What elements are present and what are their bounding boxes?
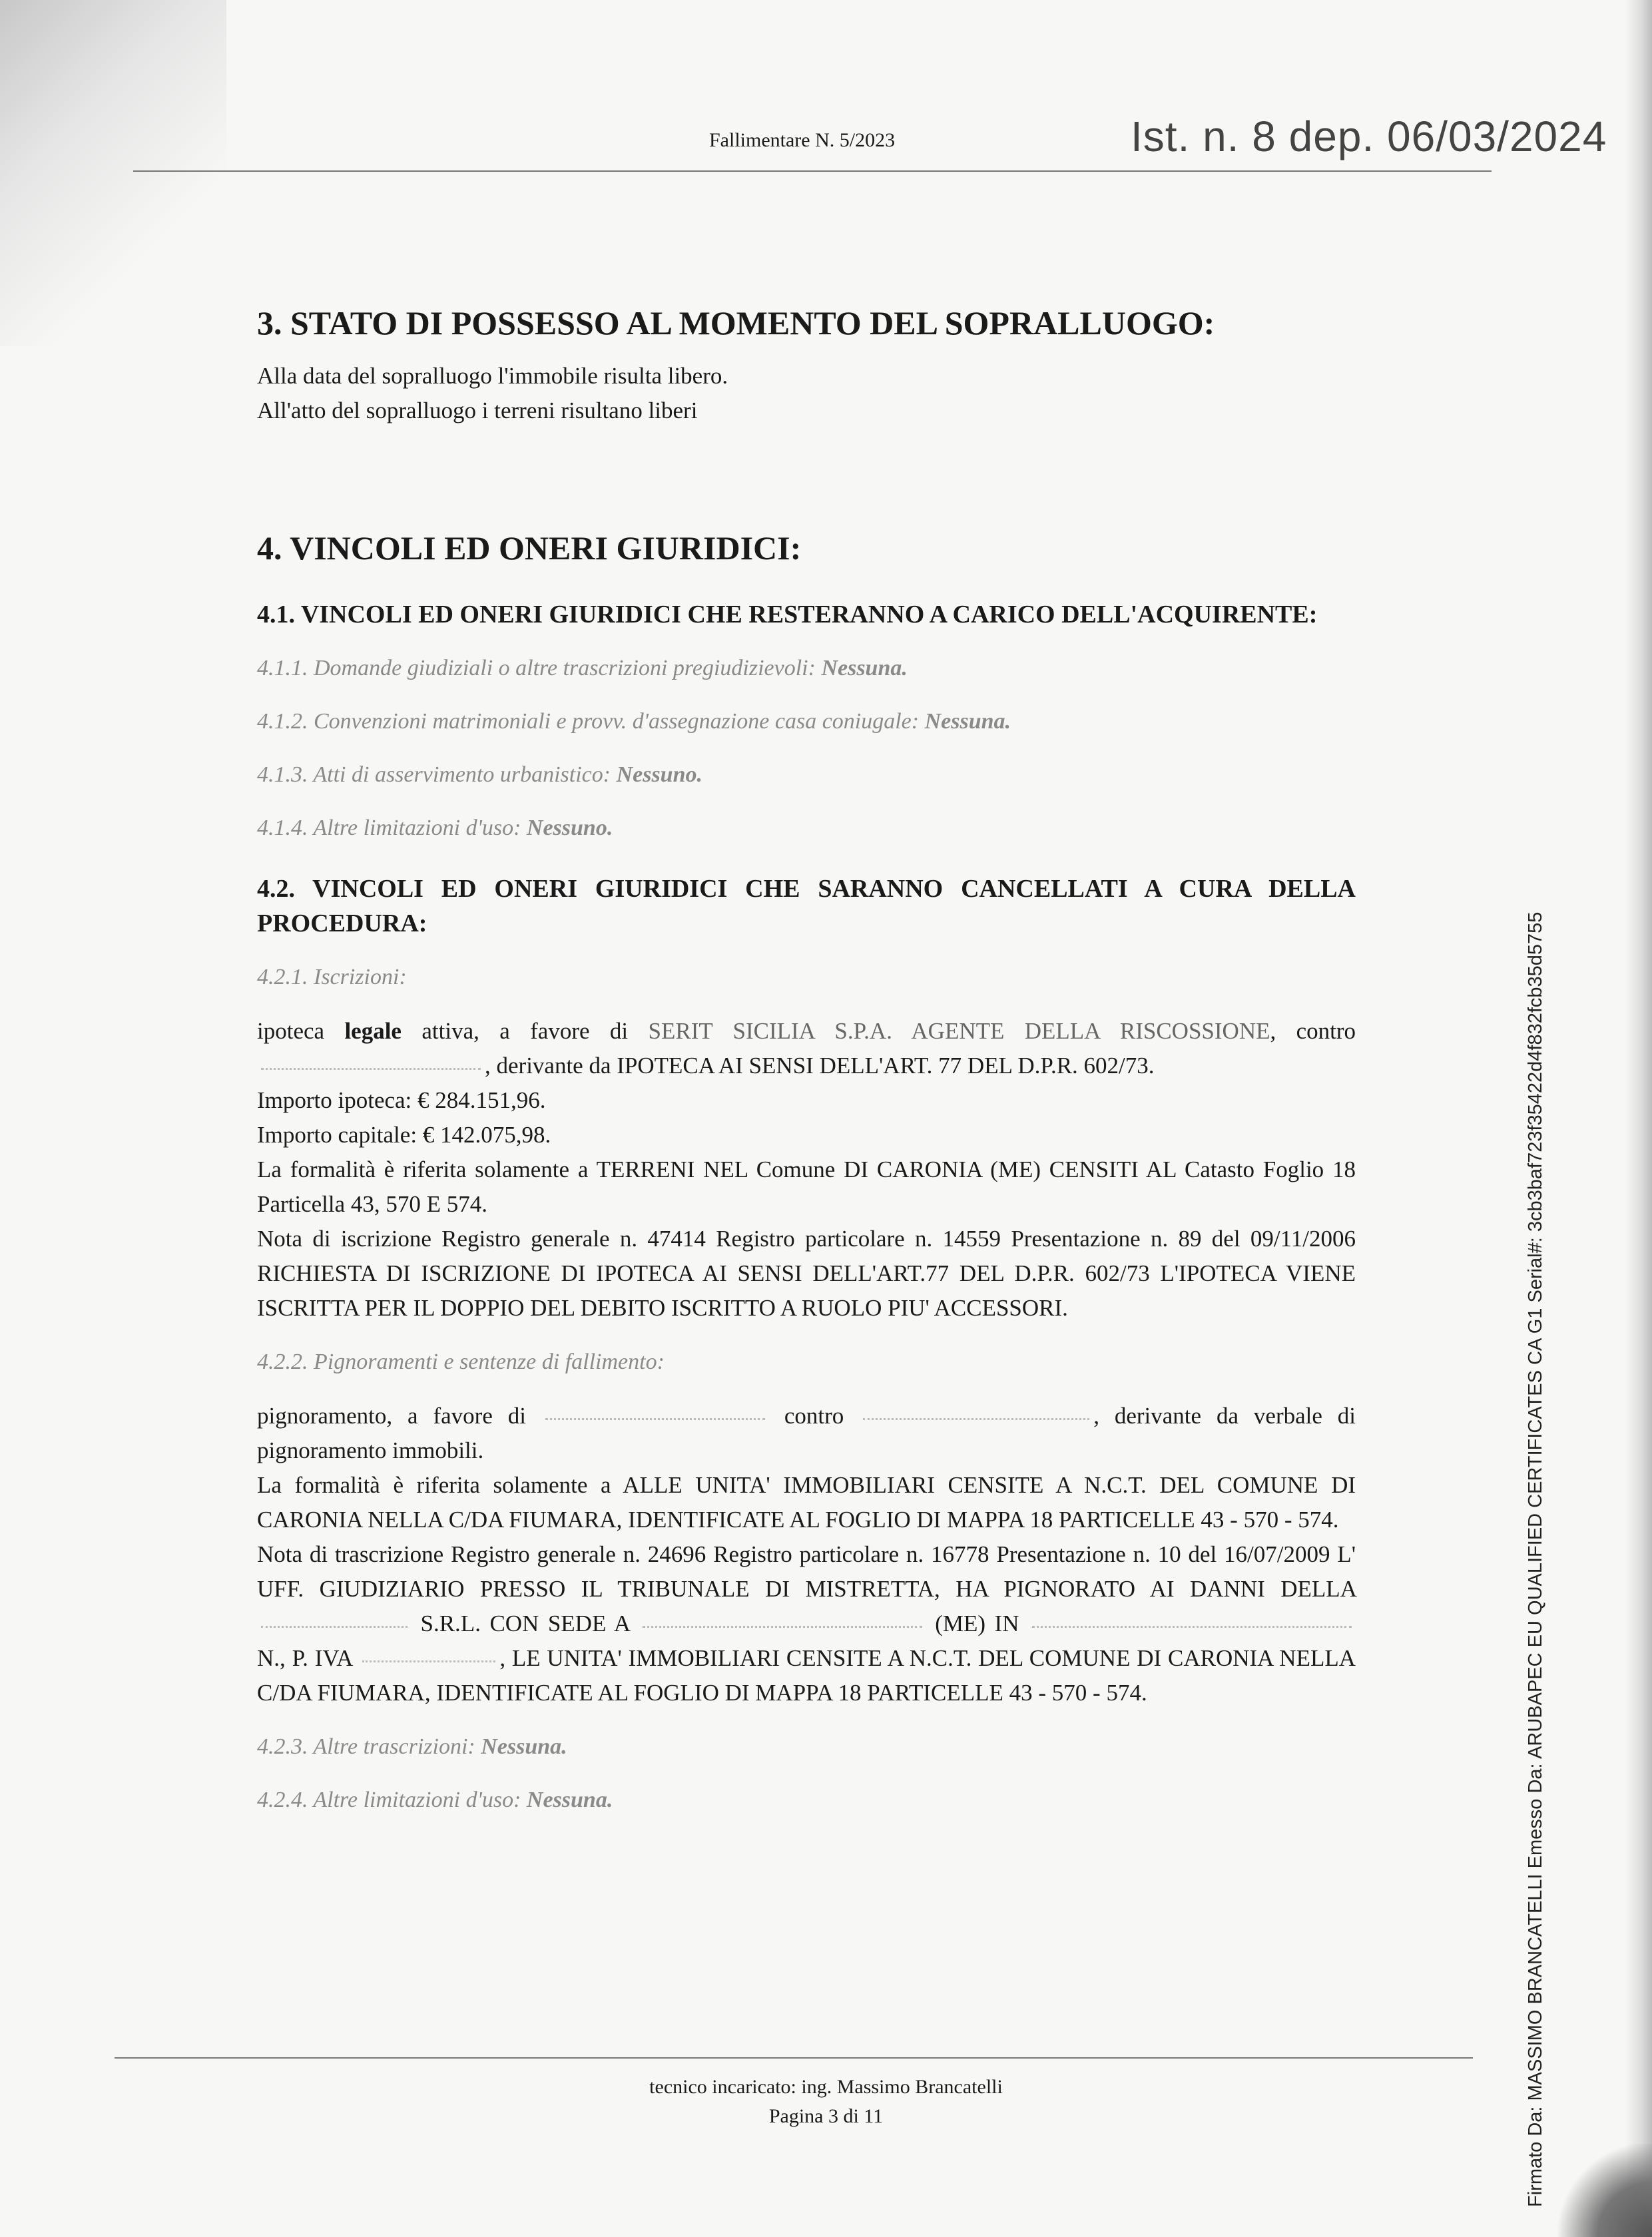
item-423: 4.2.3. Altre trascrizioni: Nessuna. xyxy=(257,1734,567,1759)
section4-title: 4. VINCOLI ED ONERI GIURIDICI: xyxy=(257,529,802,567)
deposit-stamp: Ist. n. 8 dep. 06/03/2024 xyxy=(1131,113,1607,160)
section3-title: 3. STATO DI POSSESSO AL MOMENTO DEL SOPRALLUOGO: xyxy=(257,304,1215,342)
item-411: 4.1.1. Domande giudiziali o altre trascrizioni pregiudizievoli: Nessuna. xyxy=(257,656,908,680)
redaction-mark xyxy=(261,1065,481,1070)
page-edge xyxy=(1625,0,1652,2237)
page-body xyxy=(257,303,1356,1817)
redaction-mark xyxy=(863,1415,1089,1420)
item-424: 4.2.4. Altre limitazioni d'uso: Nessuna. xyxy=(257,1788,613,1812)
scan-corner-mark xyxy=(1552,2144,1652,2237)
digital-signature-stamp: Firmato Da: MASSIMO BRANCATELLI Emesso Da: ARUBAPEC EU QUALIFIED CERTIFICATES CA G1 Serial#: 3cb3baf723f35422d4f832fcb35d5755 xyxy=(1525,911,1546,2207)
footer-rule xyxy=(115,2057,1473,2059)
header-case-number: Fallimentare N. 5/2023 xyxy=(709,129,896,151)
iscrizione-paragraph: ipoteca legale attiva, a favore di SERIT SICILIA S.P.A. AGENTE DELLA RISCOSSIONE, contro , derivante da IPOTECA AI SENSI DELL'ART. 77 DEL D.P.R. 602/73. xyxy=(257,1018,1356,1079)
redaction-mark xyxy=(1032,1623,1352,1628)
redaction-mark xyxy=(545,1415,765,1420)
section3-line2: All'atto del sopralluogo i terreni risultano liberi xyxy=(257,397,698,423)
pignoramento-formalita: La formalità è riferita solamente a ALLE UNITA' IMMOBILIARI CENSITE A N.C.T. DEL COMUNE DI CARONIA NELLA C/DA FIUMARA, IDENTIFICATE AL FOGLIO DI MAPPA 18 PARTICELLE 43 - 570 - 574. xyxy=(257,1472,1356,1533)
footer-technician: tecnico incaricato: ing. Massimo Brancatelli xyxy=(649,2076,1003,2098)
iscrizione-nota: Nota di iscrizione Registro generale n. 47414 Registro particolare n. 14559 Presentazione n. 89 del 09/11/2006 RICHIESTA DI ISCRIZIONE DI IPOTECA AI SENSI DELL'ART.77 DEL D.P.R. 602/73 L'IPOTECA VIENE ISCRITTA PER IL DOPPIO DEL DEBITO ISCRITTO A RUOLO PIU' ACCESSORI. xyxy=(257,1226,1356,1321)
section3-line1: Alla data del sopralluogo l'immobile risulta libero. xyxy=(257,363,728,389)
section41-title: 4.1. VINCOLI ED ONERI GIURIDICI CHE RESTERANNO A CARICO DELL'ACQUIRENTE: xyxy=(257,601,1318,628)
footer-page-number: Pagina 3 di 11 xyxy=(768,2105,884,2127)
importo-capitale: Importo capitale: € 142.075,98. xyxy=(257,1122,551,1148)
header-rule xyxy=(133,170,1492,172)
iscrizione-formalita: La formalità è riferita solamente a TERRENI NEL Comune DI CARONIA (ME) CENSITI AL Catasto Foglio 18 Particella 43, 570 E 574. xyxy=(257,1156,1356,1217)
item-413: 4.1.3. Atti di asservimento urbanistico: Nessuno. xyxy=(257,762,703,787)
importo-ipoteca: Importo ipoteca: € 284.151,96. xyxy=(257,1087,546,1113)
redaction-mark xyxy=(362,1658,495,1662)
section42-title: 4.2. VINCOLI ED ONERI GIURIDICI CHE SARANNO CANCELLATI A CURA DELLA PROCEDURA: xyxy=(257,875,1356,937)
item-412: 4.1.2. Convenzioni matrimoniali e provv. d'assegnazione casa coniugale: Nessuna. xyxy=(257,709,1011,734)
item-421-label: 4.2.1. Iscrizioni: xyxy=(257,965,407,989)
redaction-mark xyxy=(261,1623,408,1628)
redaction-mark xyxy=(643,1623,922,1628)
item-422-label: 4.2.2. Pignoramenti e sentenze di fallimento: xyxy=(257,1350,665,1374)
item-414: 4.1.4. Altre limitazioni d'uso: Nessuno. xyxy=(257,816,613,840)
scan-shadow xyxy=(0,0,226,346)
pignoramento-paragraph: pignoramento, a favore di contro , derivante da verbale di pignoramento immobili. xyxy=(257,1403,1356,1463)
pignoramento-nota: Nota di trascrizione Registro generale n. 24696 Registro particolare n. 16778 Presentazione n. 10 del 16/07/2009 L' UFF. GIUDIZIARIO PRESSO IL TRIBUNALE DI MISTRETTA, HA PIGNORATO AI DANNI DELLA S.R.L. CON SEDE A (ME) IN N., P. IVA , LE UNITA' IMMOBILIARI CENSITE A N.C.T. DEL COMUNE DI CARONIA NELLA C/DA FIUMARA, IDENTIFICATE AL FOGLIO DI MAPPA 18 PARTICELLE 43 - 570 - 574. xyxy=(257,1541,1356,1706)
